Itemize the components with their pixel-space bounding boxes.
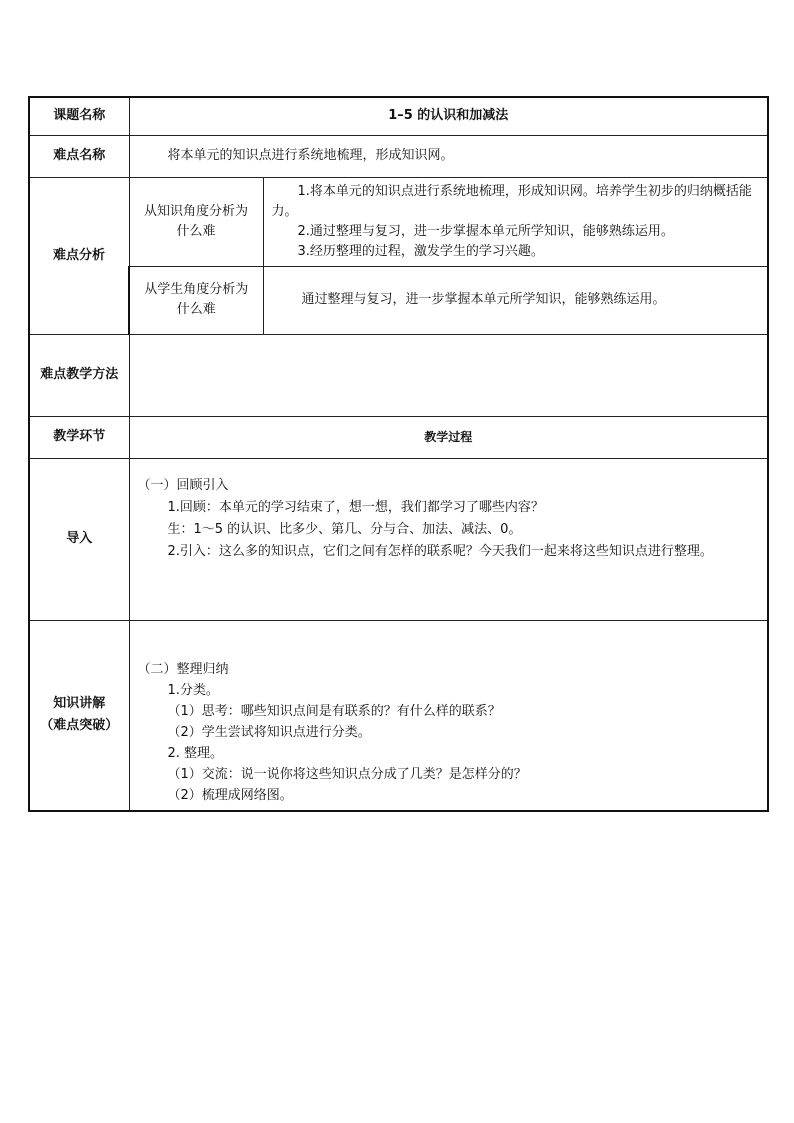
intro-line: 生：1～5 的认识、比多少、第几、分与合、加法、减法、0。 (167, 521, 522, 537)
title-label: 课题名称 (29, 97, 129, 135)
student-angle-label-line2: 什么难 (176, 302, 216, 317)
knowledge-line: （2）学生尝试将知识点进行分类。 (167, 724, 371, 740)
knowledge-heading: （二）整理归纳 (137, 661, 229, 677)
process-header-value: 教学过程 (129, 416, 768, 458)
student-angle-content (263, 266, 768, 334)
intro-content (129, 458, 768, 620)
knowledge-line: 2. 整理。 (167, 745, 224, 761)
knowledge-angle-line: 1.将本单元的知识点进行系统地梳理，形成知识网。培养学生初步的归纳概括能力。 (271, 183, 752, 219)
knowledge-angle-content (263, 177, 768, 266)
intro-row (29, 458, 768, 620)
knowledge-line: （1）思考：哪些知识点间是有联系的？有什么样的联系？ (167, 703, 501, 719)
student-angle-text: 通过整理与复习，进一步掌握本单元所学知识，能够熟练运用。 (301, 292, 666, 307)
knowledge-row (29, 620, 768, 811)
knowledge-angle-label-line2: 什么难 (176, 223, 216, 239)
knowledge-angle-label (129, 177, 263, 266)
student-angle-label (129, 266, 263, 334)
intro-line: 1.回顾：本单元的学习结束了，想一想，我们都学习了哪些内容？ (167, 499, 544, 515)
knowledge-line: （2）梳理成网络图。 (167, 787, 293, 803)
difficulty-name-label: 难点名称 (29, 135, 129, 177)
knowledge-angle-line: 2.通过整理与复习，进一步掌握本单元所学知识，能够熟练运用。 (297, 223, 674, 239)
process-header-row (29, 416, 768, 458)
knowledge-content (129, 620, 768, 811)
knowledge-label (29, 620, 129, 811)
teaching-method-label: 难点教学方法 (29, 334, 129, 416)
difficulty-name-row (29, 135, 768, 177)
knowledge-line: （1）交流：说一说你将这些知识点分成了几类？是怎样分的？ (167, 766, 527, 782)
knowledge-angle-line: 3.经历整理的过程，激发学生的学习兴趣。 (297, 243, 544, 259)
teaching-method-row (29, 334, 768, 416)
student-angle-row (29, 266, 768, 334)
intro-line: 2.引入：这么多的知识点，它们之间有怎样的联系呢？今天我们一起来将这些知识点进行整理。 (167, 543, 713, 559)
intro-label: 导入 (29, 458, 129, 620)
knowledge-label-line1: 知识讲解 (53, 696, 106, 711)
knowledge-line: 1.分类。 (167, 682, 219, 698)
process-header-label: 教学环节 (29, 416, 129, 458)
difficulty-name-text: 将本单元的知识点进行系统地梳理，形成知识网。 (167, 148, 454, 163)
lesson-title: 1–5 的认识和加减法 (129, 97, 768, 135)
teaching-method-content (129, 334, 768, 416)
knowledge-label-line2: （难点突破） (40, 718, 119, 733)
student-angle-label-line1: 从学生角度分析为 (144, 282, 249, 297)
knowledge-angle-row (29, 177, 768, 266)
difficulty-name-cell (129, 135, 768, 177)
intro-heading: （一）回顾引入 (137, 477, 229, 493)
knowledge-angle-label-line1: 从知识角度分析为 (143, 203, 248, 219)
difficulty-analysis-label: 难点分析 (29, 177, 129, 334)
title-row (29, 97, 768, 135)
lesson-plan-table (28, 96, 769, 812)
